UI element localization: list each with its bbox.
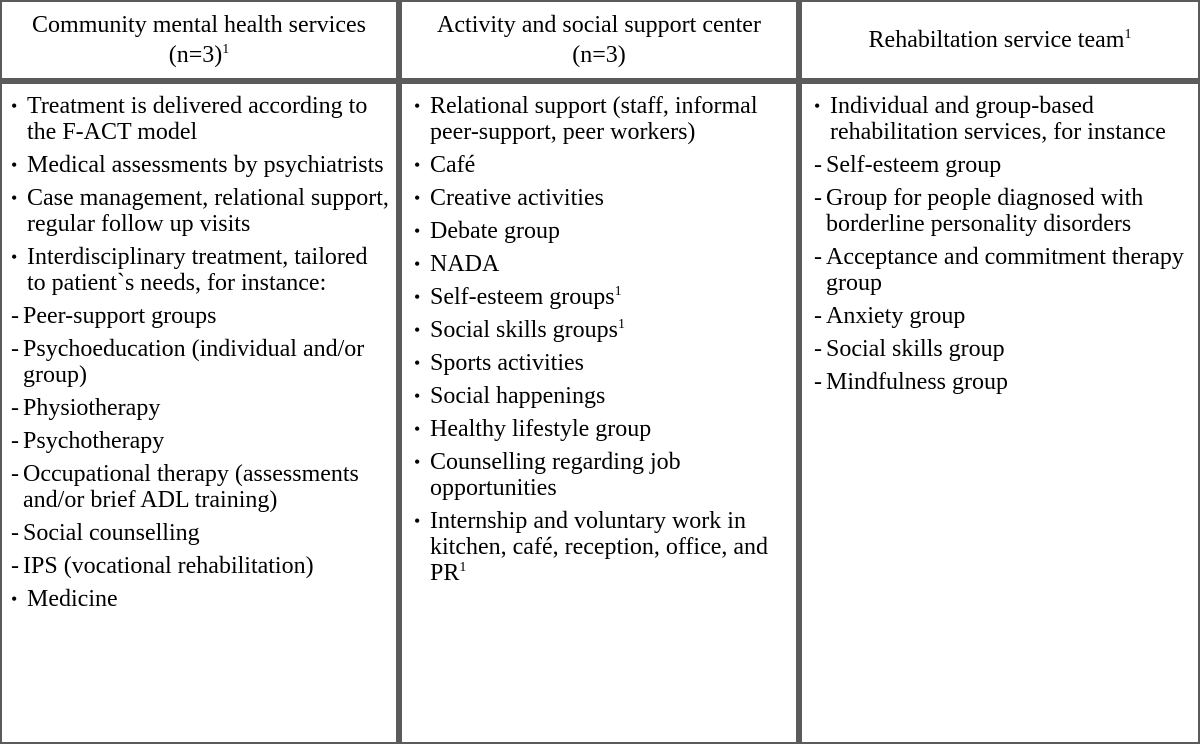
sub-item <box>814 336 1192 362</box>
item-text <box>826 244 1192 296</box>
item-label: Medicine <box>27 586 118 612</box>
item-text <box>826 303 1192 329</box>
item-label: Counselling regarding job opportunities <box>430 449 681 501</box>
item-text <box>27 586 390 612</box>
item-label: Acceptance and commitment therapy group <box>826 244 1184 296</box>
dash-marker: - <box>814 303 822 329</box>
footnote-marker: 1 <box>222 42 230 57</box>
bullet-marker: • <box>414 386 421 406</box>
bullet-item <box>414 93 790 145</box>
bullet-item <box>11 152 390 178</box>
bullet-item <box>414 317 790 343</box>
bullet-item <box>814 93 1192 145</box>
sub-item <box>11 428 390 454</box>
item-label: Creative activities <box>430 185 604 211</box>
bullet-item <box>414 185 790 211</box>
item-label: Occupational therapy (assessments and/or brief ADL training) <box>23 461 359 513</box>
item-label: NADA <box>430 251 500 277</box>
item-label: Internship and voluntary work in kitchen, café, reception, office, and PR <box>430 508 769 586</box>
item-label: Mindfulness group <box>826 369 1008 395</box>
item-label: Interdisciplinary treatment, tailored to patient`s needs, for instance: <box>27 244 368 296</box>
sub-item <box>11 520 390 546</box>
column-body-community-mental-health <box>2 84 396 742</box>
item-label: Psychoeducation (individual and/or group) <box>23 336 365 388</box>
bullet-item <box>414 383 790 409</box>
item-label: Anxiety group <box>826 303 966 329</box>
item-text <box>23 520 390 546</box>
item-label: Social skills group <box>826 336 1005 362</box>
item-text <box>830 93 1192 145</box>
dash-marker: - <box>11 336 19 362</box>
bullet-marker: • <box>11 188 18 208</box>
item-text <box>430 284 790 310</box>
dash-marker: - <box>11 428 19 454</box>
item-text <box>826 152 1192 178</box>
bullet-marker: • <box>414 511 421 531</box>
item-text <box>23 336 390 388</box>
bullet-marker: • <box>414 254 421 274</box>
item-text <box>23 553 390 579</box>
footnote-marker: 1 <box>459 560 467 575</box>
item-label: IPS (vocational rehabilitation) <box>23 553 314 579</box>
bullet-item <box>414 152 790 178</box>
item-label: Sports activities <box>430 350 584 376</box>
dash-marker: - <box>11 553 19 579</box>
bullet-marker: • <box>414 221 421 241</box>
bullet-item <box>414 508 790 586</box>
bullet-marker: • <box>414 419 421 439</box>
dash-marker: - <box>11 461 19 487</box>
item-text <box>430 383 790 409</box>
bullet-marker: • <box>414 452 421 472</box>
bullet-marker: • <box>11 247 18 267</box>
item-label: Case management, relational support, regular follow up visits <box>27 185 389 237</box>
sub-item <box>11 336 390 388</box>
bullet-item <box>11 185 390 237</box>
item-label: Peer-support groups <box>23 303 217 329</box>
item-text <box>826 369 1192 395</box>
bullet-item <box>414 251 790 277</box>
item-label: Social counselling <box>23 520 200 546</box>
bullet-item <box>11 586 390 612</box>
item-label: Relational support (staff, informal peer-support, peer workers) <box>430 93 758 145</box>
bullet-item <box>414 218 790 244</box>
column-body-rehabilitation-team <box>802 84 1198 742</box>
item-label: Medical assessments by psychiatrists <box>27 152 384 178</box>
bullet-marker: • <box>414 320 421 340</box>
item-text <box>430 508 790 586</box>
bullet-marker: • <box>414 188 421 208</box>
bullet-item <box>414 416 790 442</box>
bullet-item <box>414 350 790 376</box>
column-header-rehabilitation-team <box>802 2 1198 78</box>
item-label: Physiotherapy <box>23 395 161 421</box>
dash-marker: - <box>11 395 19 421</box>
item-label: Healthy lifestyle group <box>430 416 652 442</box>
item-text <box>23 428 390 454</box>
bullet-marker: • <box>814 96 821 116</box>
item-label: Individual and group-based rehabilitation services, for instance <box>830 93 1166 145</box>
item-label: Treatment is delivered according to the F-ACT model <box>27 93 368 145</box>
item-text <box>23 461 390 513</box>
item-text <box>430 93 790 145</box>
column-title: Rehabiltation service team <box>868 27 1125 53</box>
item-text <box>826 336 1192 362</box>
bullet-marker: • <box>414 287 421 307</box>
item-text <box>430 449 790 501</box>
footnote-marker: 1 <box>614 284 622 299</box>
sub-item <box>814 303 1192 329</box>
sub-item <box>814 152 1192 178</box>
column-header-activity-social-support <box>402 2 796 78</box>
column-title: Activity and social support center (n=3) <box>437 12 761 68</box>
item-text <box>430 152 790 178</box>
item-label: Social skills groups <box>430 317 619 343</box>
item-text <box>430 350 790 376</box>
item-text <box>27 152 390 178</box>
sub-item <box>814 185 1192 237</box>
bullet-item <box>414 284 790 310</box>
bullet-item <box>11 244 390 296</box>
sub-item <box>11 395 390 421</box>
bullet-marker: • <box>11 589 18 609</box>
bullet-marker: • <box>11 96 18 116</box>
item-text <box>430 416 790 442</box>
footnote-marker: 1 <box>618 317 626 332</box>
sub-item <box>814 244 1192 296</box>
item-label: Social happenings <box>430 383 606 409</box>
dash-marker: - <box>814 185 822 211</box>
dash-marker: - <box>814 244 822 270</box>
item-label: Group for people diagnosed with borderline personality disorders <box>826 185 1144 237</box>
item-text <box>27 185 390 237</box>
item-text <box>23 395 390 421</box>
sub-item <box>11 303 390 329</box>
footnote-marker: 1 <box>1124 27 1132 42</box>
sub-item <box>11 461 390 513</box>
dash-marker: - <box>814 152 822 178</box>
dash-marker: - <box>11 520 19 546</box>
item-text <box>430 251 790 277</box>
column-title: Community mental health services (n=3) <box>32 12 366 68</box>
item-label: Café <box>430 152 476 178</box>
item-label: Psychotherapy <box>23 428 165 454</box>
dash-marker: - <box>814 336 822 362</box>
bullet-marker: • <box>414 96 421 116</box>
sub-item <box>814 369 1192 395</box>
column-header-community-mental-health <box>2 2 396 78</box>
item-label: Self-esteem groups <box>430 284 615 310</box>
item-label: Self-esteem group <box>826 152 1002 178</box>
item-text <box>27 93 390 145</box>
item-text <box>430 317 790 343</box>
sub-item <box>11 553 390 579</box>
bullet-marker: • <box>414 353 421 373</box>
item-text <box>430 218 790 244</box>
bullet-item <box>414 449 790 501</box>
item-text <box>27 244 390 296</box>
column-body-activity-social-support <box>402 84 796 742</box>
bullet-item <box>11 93 390 145</box>
item-label: Debate group <box>430 218 560 244</box>
item-text <box>23 303 390 329</box>
item-text <box>826 185 1192 237</box>
bullet-marker: • <box>414 155 421 175</box>
bullet-marker: • <box>11 155 18 175</box>
item-text <box>430 185 790 211</box>
dash-marker: - <box>11 303 19 329</box>
dash-marker: - <box>814 369 822 395</box>
